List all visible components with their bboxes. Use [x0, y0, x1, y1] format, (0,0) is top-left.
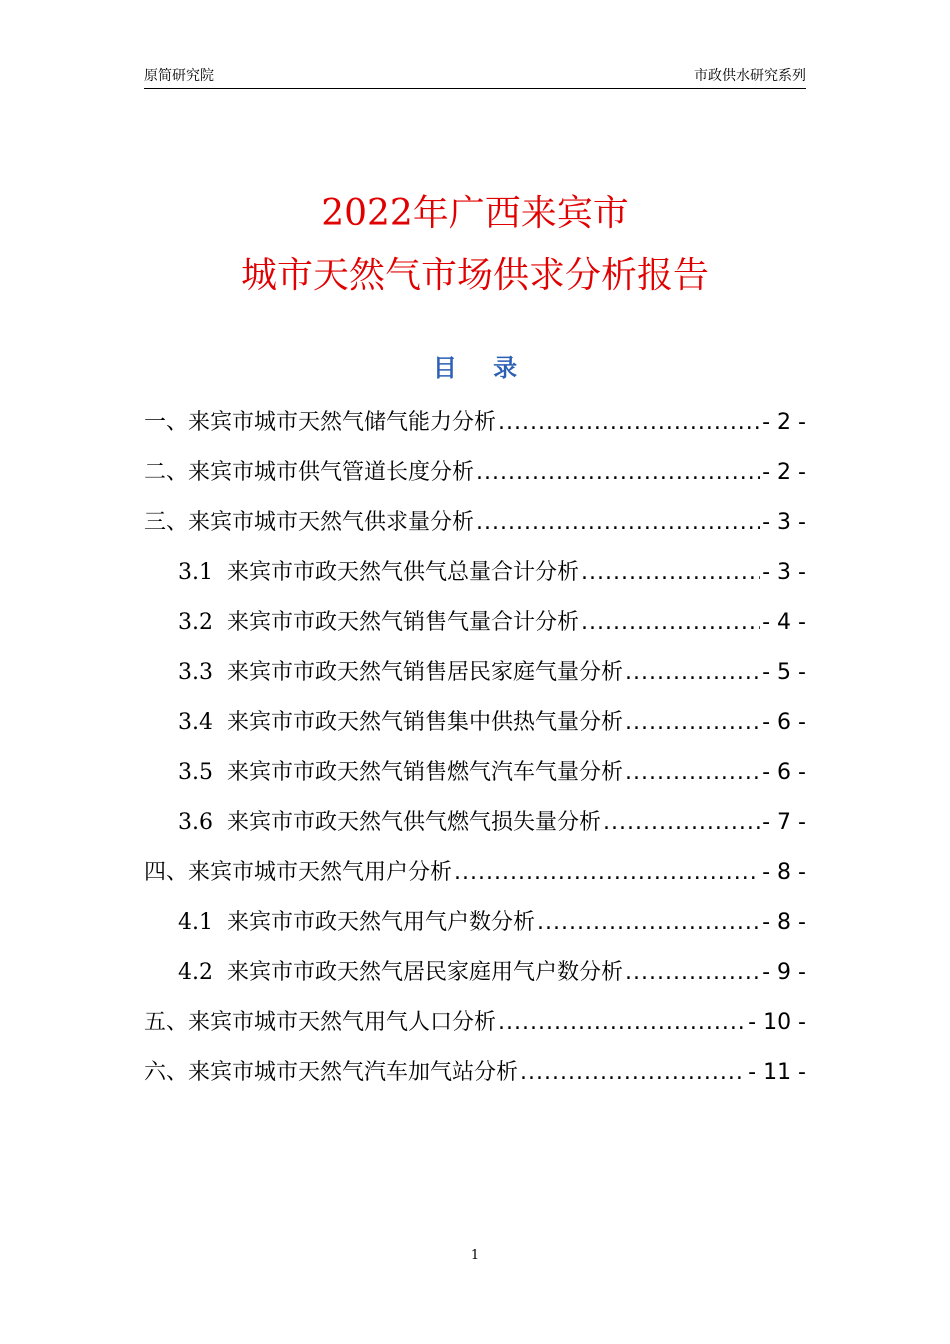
- toc-heading: 目 录: [432, 354, 532, 382]
- toc-leader-dots: [625, 648, 760, 698]
- toc-entry-page: - 6 -: [762, 710, 806, 735]
- toc-leader-dots: [537, 898, 760, 948]
- report-title-line-2: 城市天然气市场供求分析报告: [240, 255, 709, 296]
- toc-entry-page: - 8 -: [762, 910, 806, 935]
- page-header: [144, 66, 806, 89]
- toc-entry-6[interactable]: [144, 1048, 806, 1098]
- toc-leader-dots: [454, 848, 760, 898]
- report-title-line-1: 2022年广西来宾市: [321, 193, 629, 234]
- toc-entry-2[interactable]: [144, 448, 806, 498]
- toc-entry-page: - 2 -: [762, 410, 806, 435]
- toc-leader-dots: [625, 698, 760, 748]
- toc-entry-page: - 10 -: [748, 1010, 806, 1035]
- toc-entry-text: 来宾市市政天然气用气户数分析: [227, 910, 536, 935]
- toc-entry-text: 来宾市市政天然气居民家庭用气户数分析: [227, 960, 624, 985]
- toc-entry-3-2[interactable]: [144, 598, 806, 648]
- toc-entry-text: 五、来宾市城市天然气用气人口分析: [144, 1010, 497, 1035]
- toc-entry-text: 来宾市市政天然气供气燃气损失量分析: [227, 810, 602, 835]
- toc-leader-dots: [625, 748, 760, 798]
- toc-entry-number: 3.4: [178, 710, 213, 735]
- toc-entry-3-3[interactable]: [144, 648, 806, 698]
- toc-entry-text: 来宾市市政天然气供气总量合计分析: [227, 560, 580, 585]
- toc-entry-number: 3.5: [178, 760, 213, 785]
- toc-entry-text: 二、来宾市城市供气管道长度分析: [144, 460, 475, 485]
- toc-entry-page: - 5 -: [762, 660, 806, 685]
- toc-entry-page: - 8 -: [762, 860, 806, 885]
- toc-entry-text: 来宾市市政天然气销售气量合计分析: [227, 610, 580, 635]
- toc-entry-number: 4.2: [178, 960, 213, 985]
- toc-entry-3[interactable]: [144, 498, 806, 548]
- toc-entry-3-4[interactable]: [144, 698, 806, 748]
- toc-leader-dots: [581, 548, 760, 598]
- toc-entry-number: 4.1: [178, 910, 213, 935]
- toc-entry-number: 3.6: [178, 810, 213, 835]
- toc-leader-dots: [498, 998, 746, 1048]
- toc-entry-page: - 9 -: [762, 960, 806, 985]
- toc-entry-3-1[interactable]: [144, 548, 806, 598]
- toc-entry-text: 三、来宾市城市天然气供求量分析: [144, 510, 475, 535]
- toc-entry-number: 3.3: [178, 660, 213, 685]
- header-organization: 原简研究院: [144, 68, 214, 84]
- toc-entry-text: 来宾市市政天然气销售集中供热气量分析: [227, 710, 624, 735]
- toc-entry-page: - 11 -: [748, 1060, 806, 1085]
- toc-leader-dots: [625, 948, 760, 998]
- toc-entry-number: 3.2: [178, 610, 213, 635]
- toc-entry-page: - 4 -: [762, 610, 806, 635]
- toc-entry-5[interactable]: [144, 998, 806, 1048]
- toc-entry-4[interactable]: [144, 848, 806, 898]
- toc-entry-page: - 3 -: [762, 510, 806, 535]
- toc-leader-dots: [520, 1048, 746, 1098]
- toc-entry-page: - 6 -: [762, 760, 806, 785]
- toc-entry-3-6[interactable]: [144, 798, 806, 848]
- toc-leader-dots: [581, 598, 760, 648]
- toc-entry-number: 3.1: [178, 560, 213, 585]
- page-number: 1: [470, 1248, 480, 1263]
- toc-entry-text: 一、来宾市城市天然气储气能力分析: [144, 410, 497, 435]
- toc-entry-text: 来宾市市政天然气销售居民家庭气量分析: [227, 660, 624, 685]
- toc-entry-page: - 7 -: [762, 810, 806, 835]
- toc-entry-1[interactable]: [144, 398, 806, 448]
- toc-entry-page: - 3 -: [762, 560, 806, 585]
- toc-entry-text: 四、来宾市城市天然气用户分析: [144, 860, 453, 885]
- toc-entry-text: 六、来宾市城市天然气汽车加气站分析: [144, 1060, 519, 1085]
- toc-leader-dots: [476, 498, 760, 548]
- toc-entry-4-1[interactable]: [144, 898, 806, 948]
- toc-entry-page: - 2 -: [762, 460, 806, 485]
- toc-leader-dots: [603, 798, 760, 848]
- toc-leader-dots: [476, 448, 760, 498]
- header-series: 市政供水研究系列: [694, 68, 806, 84]
- toc-entry-text: 来宾市市政天然气销售燃气汽车气量分析: [227, 760, 624, 785]
- toc-leader-dots: [498, 398, 760, 448]
- toc-entry-3-5[interactable]: [144, 748, 806, 798]
- table-of-contents: [144, 398, 806, 1098]
- toc-entry-4-2[interactable]: [144, 948, 806, 998]
